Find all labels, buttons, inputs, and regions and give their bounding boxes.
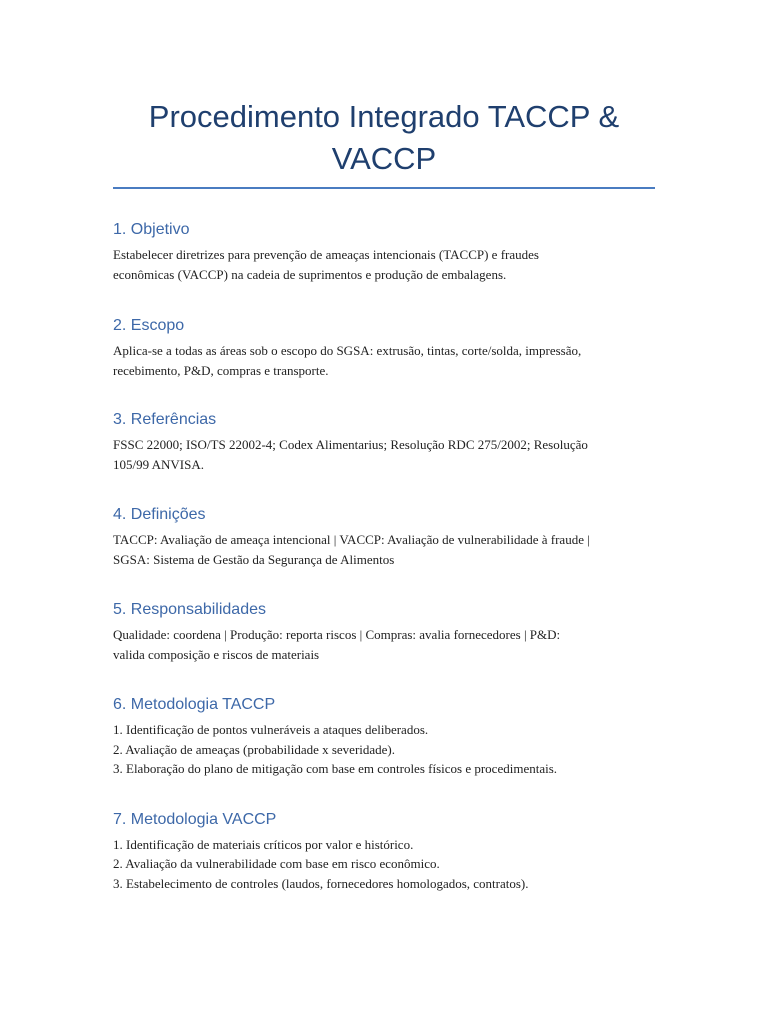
document-page [113, 0, 655, 893]
section-body-line: 105/99 ANVISA. [113, 456, 205, 472]
section-body-line: econômicas (VACCP) na cadeia de suprimentos e produção de embalagens. [113, 266, 507, 282]
section-body [113, 720, 655, 779]
section-body-line: 3. Estabelecimento de controles (laudos, fornecedores homologados, contratos). [113, 875, 529, 891]
section-body [113, 625, 655, 664]
section-body-line: 3. Elaboração do plano de mitigação com base em controles físicos e procedimentais. [113, 761, 558, 776]
section-body-line: SGSA: Sistema de Gestão da Segurança de Alimentos [113, 551, 395, 567]
section-definicoes [113, 504, 655, 569]
section-body-line: 1. Identificação de materiais críticos por valor e histórico. [113, 836, 414, 852]
document-title-line-1: Procedimento Integrado TACCP & [148, 99, 620, 134]
section-body [113, 835, 655, 894]
document-title-line-2: VACCP [331, 141, 437, 176]
section-metodologia-taccp [113, 694, 655, 779]
section-heading: 2. Escopo [113, 317, 185, 334]
section-body [113, 435, 655, 474]
section-heading: 7. Metodologia VACCP [113, 810, 277, 828]
section-escopo [113, 315, 655, 380]
section-metodologia-vaccp [113, 809, 655, 894]
section-body-line: Estabelecer diretrizes para prevenção de ameaças intencionais (TACCP) e fraudes [113, 247, 539, 262]
section-body-line: 2. Avaliação da vulnerabilidade com base em risco econômico. [113, 856, 440, 871]
section-body [113, 341, 655, 380]
section-responsabilidades [113, 599, 655, 664]
section-body [113, 530, 655, 569]
section-heading: 3. Referências [113, 411, 217, 428]
section-body-line: 1. Identificação de pontos vulneráveis a ataques deliberados. [113, 722, 429, 737]
document-title [113, 96, 655, 180]
section-body-line: valida composição e riscos de materiais [113, 646, 320, 662]
section-heading: 1. Objetivo [113, 221, 190, 238]
section-body [113, 245, 655, 284]
section-heading: 4. Definições [113, 506, 206, 523]
section-heading: 6. Metodologia TACCP [113, 696, 276, 713]
section-body-line: 2. Avaliação de ameaças (probabilidade x severidade). [113, 741, 396, 757]
section-body-line: Qualidade: coordena | Produção: reporta riscos | Compras: avalia fornecedores | P&D: [113, 627, 561, 642]
section-body-line: Aplica-se a todas as áreas sob o escopo do SGSA: extrusão, tintas, corte/solda, impressão, [113, 343, 582, 358]
section-body-line: FSSC 22000; ISO/TS 22002-4; Codex Alimentarius; Resolução RDC 275/2002; Resolução [113, 437, 588, 452]
section-body-line: TACCP: Avaliação de ameaça intencional | VACCP: Avaliação de vulnerabilidade à fraude | [113, 532, 590, 547]
title-underline-rule [113, 187, 655, 189]
section-objetivo [113, 219, 655, 284]
section-heading: 5. Responsabilidades [113, 601, 266, 618]
section-body-line: recebimento, P&D, compras e transporte. [113, 362, 329, 378]
section-referencias [113, 409, 655, 474]
